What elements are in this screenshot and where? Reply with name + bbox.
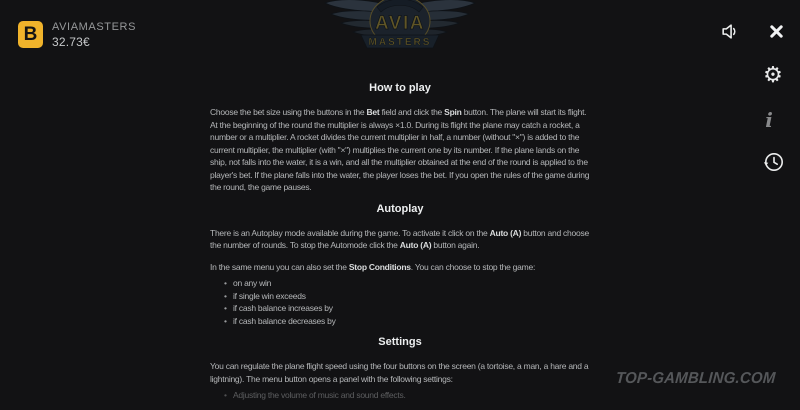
brand-block <box>18 21 136 49</box>
section-title-settings: Settings <box>378 336 422 348</box>
sound-button[interactable] <box>715 17 743 45</box>
rules-content <box>210 82 590 410</box>
aviamasters-logo <box>321 0 479 60</box>
settings-list <box>210 389 590 402</box>
list-item: • if cash balance increases by <box>224 302 590 315</box>
close-icon <box>769 24 784 39</box>
close-button[interactable] <box>762 17 790 45</box>
svg-text:AVIA: AVIA <box>375 13 425 34</box>
stop-conditions-list <box>210 277 590 327</box>
info-button[interactable] <box>755 106 783 134</box>
section-title-how-to-play: How to play <box>369 82 431 94</box>
game-title: AVIAMASTERS <box>52 21 137 33</box>
list-item: • on any win <box>224 277 590 290</box>
how-to-play-paragraph: Choose the bet size using the buttons in the Bet field and click the Spin button. The plane will start its flight. At the beginning of the round the multiplier is always ×1.0. During its flight the plane may catch a rocket, a number or a multiplier. A rocket divides the current multiplier in half, a number (without "×") is added to the current multiplier, the multiplier (with "×") multiplies the current one by its number. If the plane lands on the ship, not falls into the water, it is a win, and all the multiplier obtained at the end of the round is applied to the player's bet. If the plane falls into the water, the player loses the bet. If you open the rules of the game during the round, the game pauses. <box>210 107 590 192</box>
gear-icon: ⚙ <box>763 63 783 88</box>
balance-value: 32.73€ <box>52 35 90 49</box>
info-icon: i <box>765 108 773 132</box>
stop-conditions-paragraph: In the same menu you can also set the Stop Conditions. You can choose to stop the game: <box>210 261 536 272</box>
autoplay-paragraph: There is an Autoplay mode available during the game. To activate it click on the Auto (A) button and choose the number of rounds. To stop the Automode click the Auto (A) button again. <box>210 227 589 250</box>
wings-emblem-icon <box>321 0 479 55</box>
list-item: • Adjusting the volume of music and sound effects. <box>224 389 590 402</box>
list-item: • if single win exceeds <box>224 290 590 303</box>
history-button[interactable] <box>760 148 788 176</box>
svg-text:MASTERS: MASTERS <box>368 37 432 48</box>
watermark: TOP-GAMBLING.COM <box>615 369 777 388</box>
history-clock-icon <box>763 151 785 173</box>
provider-logo: B <box>18 21 43 48</box>
section-title-autoplay: Autoplay <box>376 202 424 215</box>
speaker-icon <box>720 22 739 41</box>
settings-button[interactable] <box>759 62 787 90</box>
settings-paragraph: You can regulate the plane flight speed using the four buttons on the screen (a tortoise, a man, a hare and a lightning). The menu button opens a panel with the following settings: <box>210 361 589 384</box>
list-item: • if cash balance decreases by <box>224 315 590 328</box>
